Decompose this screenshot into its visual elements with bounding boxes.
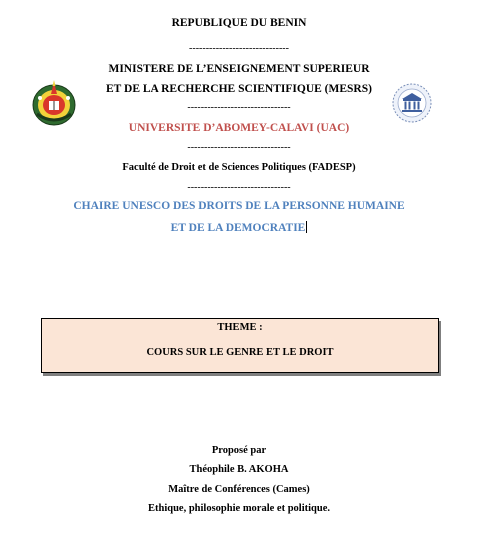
chair-line-2-text: ET DE LA DEMOCRATIE (170, 222, 306, 234)
faculty-name: Faculté de Droit et de Sciences Politiques (FADESP) (122, 162, 356, 173)
separator-4: ------------------------------- (187, 182, 291, 193)
theme-label: THEME : (217, 322, 263, 333)
author-field: Ethique, philosophie morale et politique. (147, 503, 331, 514)
separator-1: ------------------------------ (189, 43, 289, 54)
country-heading: REPUBLIQUE DU BENIN (171, 17, 307, 29)
university-name: UNIVERSITE D’ABOMEY-CALAVI (UAC) (128, 122, 350, 134)
chair-line-2 (0, 221, 478, 235)
separator-3: ------------------------------- (187, 142, 291, 153)
theme-title: COURS SUR LE GENRE ET LE DROIT (146, 347, 334, 358)
unesco-temple-icon (391, 82, 433, 124)
theme-box (41, 318, 439, 373)
separator-2: ------------------------------- (187, 102, 291, 113)
chair-line-1: CHAIRE UNESCO DES DROITS DE LA PERSONNE HUMAINE (73, 200, 405, 212)
ministry-line-2: ET DE LA RECHERCHE SCIENTIFIQUE (MESRS) (106, 83, 372, 95)
author-name: Théophile B. AKOHA (189, 464, 289, 475)
text-cursor (306, 221, 307, 233)
ministry-line-1: MINISTERE DE L’ENSEIGNEMENT SUPERIEUR (108, 63, 370, 75)
author-rank: Maître de Conférences (Cames) (168, 484, 310, 495)
proposed-by-label: Proposé par (211, 445, 267, 456)
university-seal-icon (31, 78, 77, 128)
